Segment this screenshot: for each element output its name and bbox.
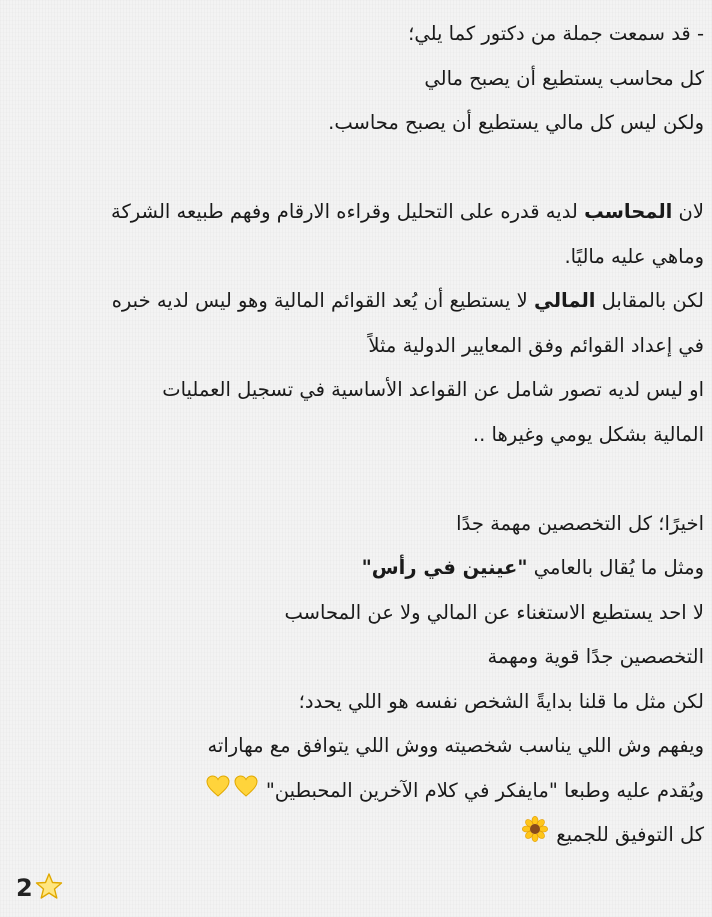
text-line: لا احد يستطيع الاستغناء عن المالي ولا عن المحاسب [284, 600, 704, 624]
text-line: في إعداد القوائم وفق المعايير الدولية مثلاً [368, 333, 704, 357]
text-line: كل التوفيق للجميع [8, 813, 704, 858]
text-line: - قد سمعت جملة من دكتور كما يلي؛ [408, 22, 704, 45]
bold-term-finance: المالي [534, 289, 596, 312]
text-line: لكن مثل ما قلنا بدايةً الشخص نفسه هو اللي يحدد؛ [298, 689, 704, 713]
blank-line [8, 146, 704, 191]
text-line: لان المحاسب لديه قدره على التحليل وقراءه الارقام وفهم طبيعه الشركة [111, 200, 704, 223]
sunflower-icon [522, 814, 548, 858]
text-line: المالية بشكل يومي وغيرها .. [472, 422, 704, 446]
text-line: التخصصين جدًا قوية ومهمة [487, 645, 704, 668]
text-line: ومثل ما يُقال بالعامي "عينين في رأس" [361, 556, 704, 579]
text-line: او ليس لديه تصور شامل عن القواعد الأساسية في تسجيل العمليات [162, 378, 704, 401]
yellow-heart-icon [206, 769, 230, 813]
text-line: وماهي عليه ماليًا. [564, 244, 704, 268]
text-line: اخيرًا؛ كل التخصصين مهمة جدًا [456, 511, 704, 535]
text-line: كل محاسب يستطيع أن يصبح مالي [424, 66, 704, 90]
text-line: لكن بالمقابل المالي لا يستطيع أن يُعد القوائم المالية وهو ليس لديه خبره [111, 289, 704, 312]
bold-idiom: "عينين في رأس" [361, 556, 528, 579]
bold-term-accountant: المحاسب [584, 200, 673, 223]
star-icon [35, 872, 63, 904]
text-line: ولكن ليس كل مالي يستطيع أن يصبح محاسب. [328, 111, 704, 134]
blank-line [8, 457, 704, 502]
text-line: ويُقدم عليه وطبعا "مايفكر في كلام الآخرين المحبطين" [8, 769, 704, 814]
note-body [8, 12, 704, 858]
page-footer [16, 872, 63, 904]
text-line: ويفهم وش اللي يناسب شخصيته ووش اللي يتوافق مع مهاراته [207, 734, 704, 757]
page-number: 2 [16, 874, 33, 902]
yellow-heart-icon [234, 769, 258, 813]
